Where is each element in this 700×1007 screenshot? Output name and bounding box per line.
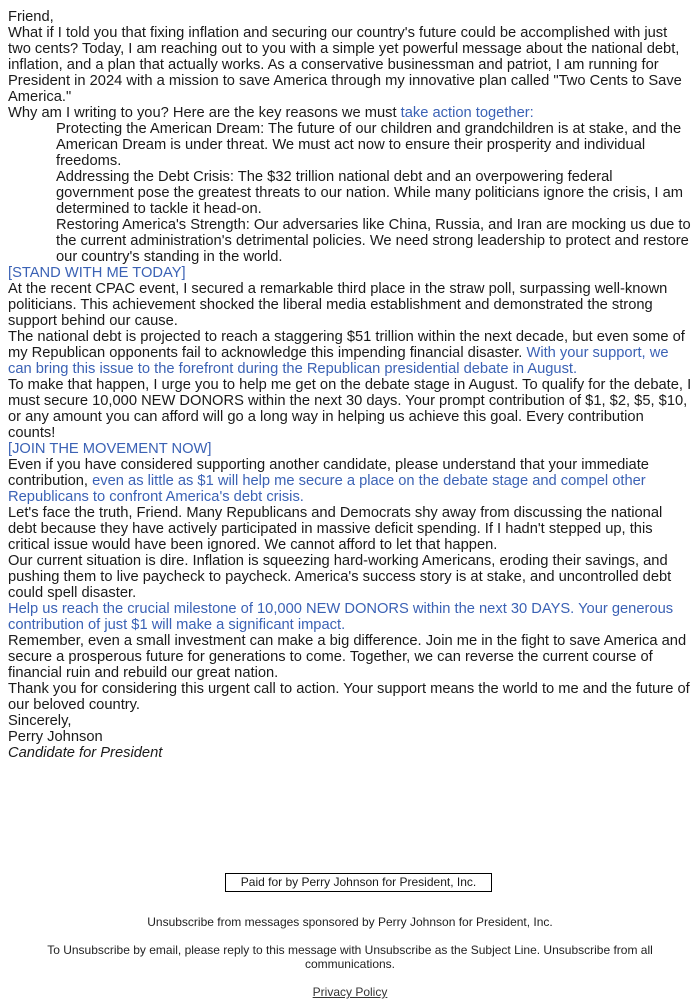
closing: Sincerely,	[8, 713, 72, 729]
stand-with-me-link[interactable]: [STAND WITH ME TODAY]	[8, 265, 186, 281]
reason-item: Addressing the Debt Crisis: The $32 trillion national debt and an overpowering federal government pose the greatest threats to our nation. While many politicians ignore the crisis, I am determined to tackle it head-on.	[56, 169, 683, 217]
privacy-policy-link[interactable]: Privacy Policy	[312, 985, 388, 999]
paragraph-donors: To make that happen, I urge you to help me get on the debate stage in August. To qualify for the debate, I must secure 10,000 NEW DONORS within the next 30 days. Your prompt contribution of $1, $2, $5, $10, or any amount you can afford will go a long way in helping us achieve this goal. Every contribution counts!	[8, 377, 692, 441]
contribution-text: Even if you have considered supporting another candidate, please understand that your immediate contribution,	[8, 457, 649, 489]
unsubscribe-email-note[interactable]: To Unsubscribe by email, please reply to this message with Unsubscribe as the Subject Line. Unsubscribe from all communications.	[47, 943, 653, 971]
paragraph-reasons	[8, 105, 692, 121]
paid-for-disclaimer: Paid for by Perry Johnson for President, Inc.	[225, 873, 492, 892]
paragraph-remember: Remember, even a small investment can make a big difference. Join me in the fight to save America and secure a prosperous future for generations to come. Together, we can reverse the current course of financial ruin and rebuild our great nation.	[8, 633, 687, 681]
paragraph-intro: What if I told you that fixing inflation and securing our country's future could be accomplished with just two cents? Today, I am reaching out to you with a simple yet powerful message about the national debt, inflation, and a plan that actually works. As a conservative businessman and patriot, I am running for President in 2024 with a mission to save America through my innovative plan called "Two Cents to Save America."	[8, 25, 682, 105]
greeting: Friend,	[8, 9, 54, 25]
letter-body	[8, 9, 692, 761]
milestone-link[interactable]: Help us reach the crucial milestone of 10,000 NEW DONORS within the next 30 DAYS. Your generous contribution of just $1 will make a significant impact.	[8, 601, 674, 633]
reason-item: Restoring America's Strength: Our adversaries like China, Russia, and Iran are mocking us due to the current administration's detrimental policies. We need strong leadership to protect and restore our country's standing in the world.	[56, 217, 691, 265]
reason-item: Protecting the American Dream: The future of our children and grandchildren is at stake, and the American Dream is under threat. We must act now to ensure their prosperity and individual freedoms.	[56, 121, 682, 169]
contribution-link[interactable]: even as little as $1 will help me secure a place on the debate stage and compel other Republicans to confront America's debt crisis.	[8, 473, 646, 505]
paragraph-contribution	[8, 457, 692, 505]
paragraph-situation: Our current situation is dire. Inflation is squeezing hard-working Americans, eroding their savings, and pushing them to live paycheck to paycheck. America's success story is at stake, and uncontrolled debt could spell disaster.	[8, 553, 672, 601]
paragraph-debt	[8, 329, 692, 377]
unsubscribe-sponsored-link[interactable]: Unsubscribe from messages sponsored by Perry Johnson for President, Inc.	[147, 915, 553, 929]
reasons-text: Why am I writing to you? Here are the key reasons we must	[8, 105, 401, 121]
debt-text: The national debt is projected to reach a staggering $51 trillion within the next decade, but even some of my Republican opponents fail to acknowledge this impending financial disaster.	[8, 329, 685, 361]
signature-name: Perry Johnson	[8, 729, 103, 745]
signature-title: Candidate for President	[8, 745, 163, 761]
take-action-link[interactable]: take action together:	[400, 105, 534, 121]
support-debate-link[interactable]: With your support, we can bring this issue to the forefront during the Republican presidential debate in August.	[8, 345, 669, 377]
join-movement-link[interactable]: [JOIN THE MOVEMENT NOW]	[8, 441, 212, 457]
paragraph-cpac: At the recent CPAC event, I secured a remarkable third place in the straw poll, surpassing well-known politicians. This achievement shocked the liberal media establishment and demonstrated the strong support behind our cause.	[8, 281, 668, 329]
paragraph-truth: Let's face the truth, Friend. Many Republicans and Democrats shy away from discussing the national debt because they have actively participated in massive deficit spending. If I hadn't stepped up, this critical issue would have been ignored. We cannot afford to let that happen.	[8, 505, 663, 553]
reasons-list	[56, 121, 692, 265]
paragraph-thanks: Thank you for considering this urgent call to action. Your support means the world to me and the future of our beloved country.	[8, 681, 690, 713]
privacy-policy-row	[0, 985, 700, 999]
